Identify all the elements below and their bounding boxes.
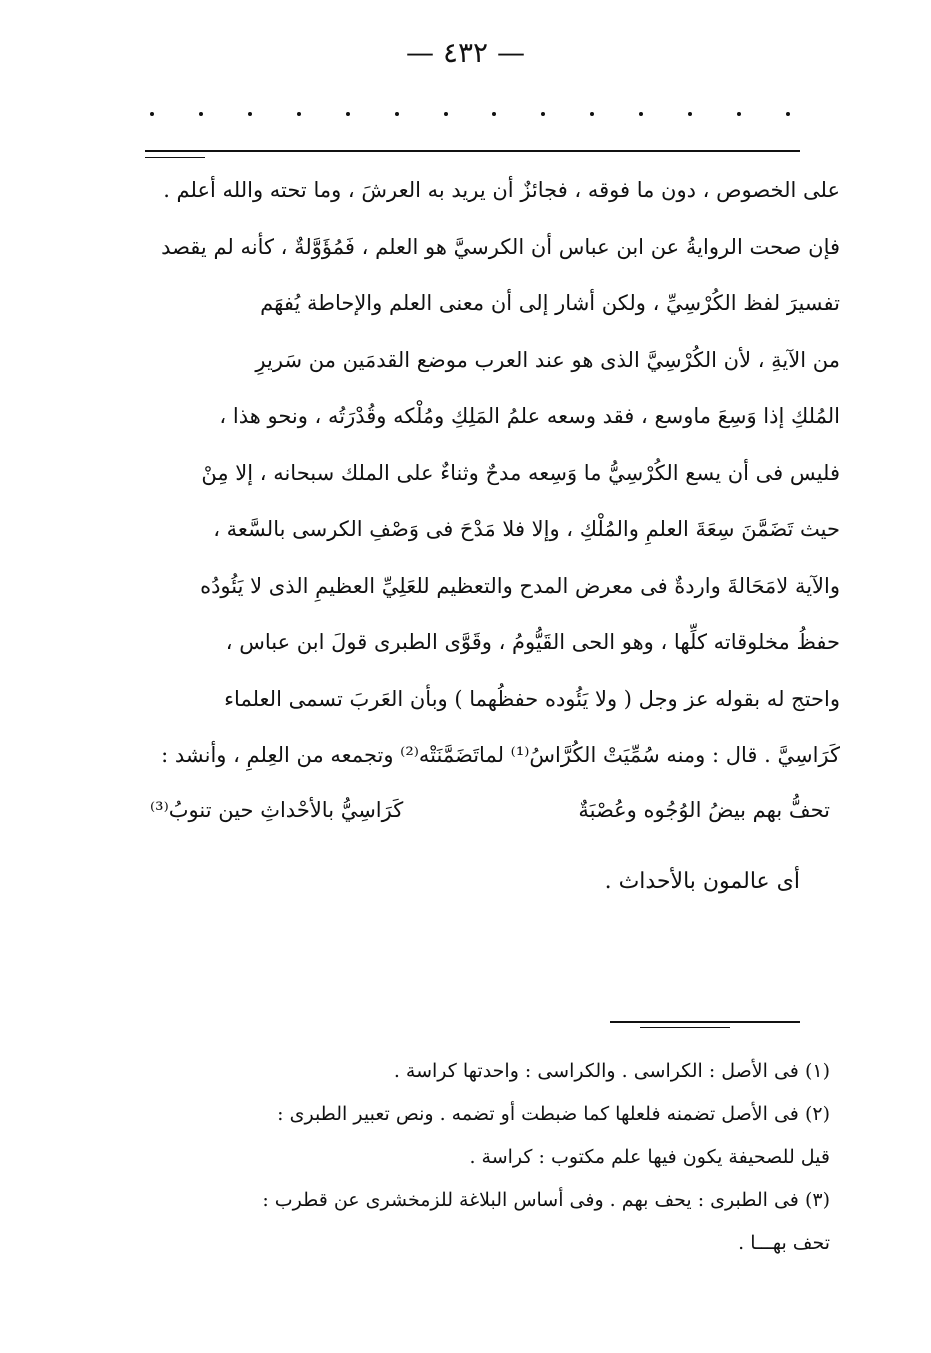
main-text <box>110 162 840 784</box>
ornament-dot <box>150 112 154 116</box>
text-line: فإن صحت الروايةُ عن ابن عباس أن الكرسيَّ هو العلم ، فَمُؤَوَّلةٌ ، كأنه لم يقصد <box>161 234 840 259</box>
ornament-dot <box>639 112 643 116</box>
text-line: حفظُ مخلوقاته كلِّها ، وهو الحى القَيُّومُ ، وقَوَّى الطبرى قولَ ابن عباس ، <box>225 630 840 654</box>
ornament-dot <box>297 112 301 116</box>
ornament-dot <box>199 112 203 116</box>
poetry-verse <box>150 790 830 830</box>
ornament-dot <box>541 112 545 116</box>
footnote-2 <box>130 1093 830 1136</box>
footnote-number: (٣) <box>804 1189 830 1211</box>
text-line: تفسيرَ لفظ الكُرْسِيِّ ، ولكن أشار إلى أن معنى العلم والإحاطة يُفهَم <box>260 291 840 315</box>
footnote-number: (١) <box>804 1060 830 1082</box>
ornament-dot <box>737 112 741 116</box>
header-rule <box>145 150 800 152</box>
ornament-dot <box>492 112 496 116</box>
text-line: على الخصوص ، دون ما فوقه ، فجائزٌ أن يريد به العرشَ ، وما تحته والله أعلم . <box>163 178 840 202</box>
text-line: حيث تَضَمَّنَ سِعَةَ العلمِ والمُلْكِ ، وإلا فلا مَدْحَ فى وَصْفِ الكرسى بالسَّعة ، <box>213 517 840 541</box>
page-number: — ٤٣٢ — <box>406 36 525 69</box>
footnotes <box>130 1050 830 1265</box>
footnote-2-continuation: قيل للصحيفة يكون فيها علم مكتوب : كراسة . <box>469 1146 830 1168</box>
ornament-dot <box>786 112 790 116</box>
ornament-dot <box>444 112 448 116</box>
text-line: من الآيةِ ، لأن الكُرْسِيَّ الذى هو عند العرب موضع القدمَين من سَريرِ <box>255 347 840 372</box>
verse-second-hemistich: كَرَاسِيُّ بالأحْداثِ حين تنوبُ⁽³⁾ <box>150 798 404 822</box>
footnote-3 <box>130 1179 830 1222</box>
footnote-text: فى الطبرى : يحف بهم . وفى أساس البلاغة للزمخشرى عن قطرب : <box>262 1189 799 1211</box>
text-line: واحتج له بقوله عز وجل ( ولا يَئُوده حفظُهما ) وبأن العَربَ تسمى العلماء <box>224 686 840 711</box>
ornament-dot <box>248 112 252 116</box>
text-line: كَرَاسِيَّ . قال : ومنه سُمِّيَتْ الكُرَّاسُ⁽¹⁾ لماتَضَمَّنَتْه⁽²⁾ وتجمعه من العِلمِ ، وأنشد : <box>161 743 840 767</box>
footnote-separator-short <box>640 1027 730 1028</box>
header-dot-ornament <box>150 112 790 116</box>
text-line: المُلكِ إذا وَسِعَ ماوسع ، فقد وسعه علمُ المَلِكِ ومُلْكه وقُدْرَتُه ، ونحو هذا ، <box>219 404 840 428</box>
text-line: فليس فى أن يسع الكُرْسِيُّ ما وَسِعه مدحٌ وثناءٌ على الملك سبحانه ، إلا مِنْ <box>201 460 840 485</box>
ornament-dot <box>395 112 399 116</box>
header-rule-short <box>145 157 205 158</box>
footnote-text: فى الأصل تضمنه فلعلها كما ضبطت أو تضمه . ونص تعبير الطبرى : <box>277 1103 799 1125</box>
verse-first-hemistich: تحفُّ بهم بيضُ الوُجُوه وعُصْبَةٌ <box>578 798 830 822</box>
verse-explanation: أى عالمون بالأحداث . <box>604 869 800 894</box>
footnote-1 <box>130 1050 830 1093</box>
ornament-dot <box>346 112 350 116</box>
footnote-3-continuation: تحف بهـــا . <box>738 1232 830 1254</box>
footnote-separator <box>610 1021 800 1023</box>
footnote-text: فى الأصل : الكراسى . والكراسى : واحدتها كراسة . <box>393 1060 799 1082</box>
ornament-dot <box>688 112 692 116</box>
footnote-number: (٢) <box>804 1103 830 1125</box>
text-line: والآية لامَحَالةَ واردةٌ فى معرض المدح والتعظيم للعَلِيِّ العظيمِ الذى لا يَئُودُه <box>200 573 840 598</box>
ornament-dot <box>590 112 594 116</box>
